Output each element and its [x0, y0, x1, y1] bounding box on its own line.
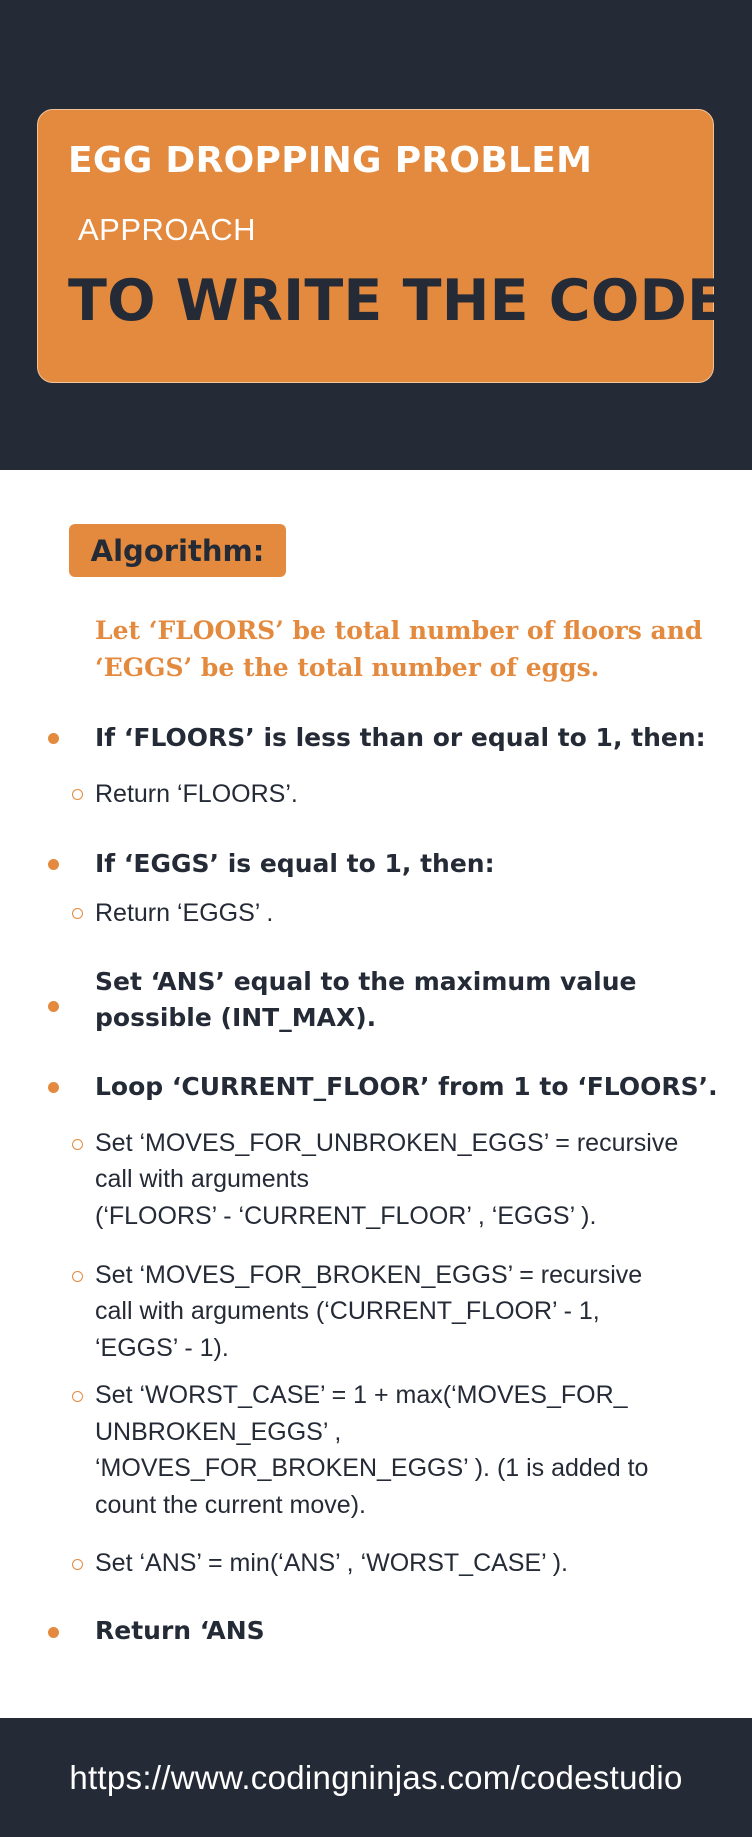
step-return-eggs: Return ‘EGGS’ .: [95, 899, 274, 927]
step-set-ans-line-2: possible (INT_MAX).: [95, 1003, 377, 1032]
sub-broken-line-1: Set ‘MOVES_FOR_BROKEN_EGGS’ = recursive: [95, 1261, 643, 1289]
step-set-ans-line-1: Set ‘ANS’ equal to the maximum value: [95, 967, 637, 996]
title-card: [37, 109, 727, 383]
sub-unbroken-line-1: Set ‘MOVES_FOR_UNBROKEN_EGGS’ = recursive: [95, 1129, 679, 1157]
sub-worst-line-1: Set ‘WORST_CASE’ = 1 + max(‘MOVES_FOR_: [95, 1381, 628, 1409]
bullet-icon: [48, 1082, 59, 1093]
header-banner: [0, 0, 752, 470]
title-line-1: EGG DROPPING PROBLEM: [68, 140, 593, 181]
circle-bullet-icon: [72, 1391, 83, 1402]
circle-bullet-icon: [72, 1559, 83, 1570]
title-line-3: TO WRITE THE CODE: [68, 268, 727, 334]
step-eggs-check: If ‘EGGS’ is equal to 1, then:: [95, 849, 495, 878]
step-return-ans: Return ‘ANS: [95, 1616, 265, 1645]
sub-unbroken-line-2: call with arguments: [95, 1165, 309, 1193]
circle-bullet-icon: [72, 908, 83, 919]
bullet-icon: [48, 859, 59, 870]
bullet-icon: [48, 1627, 59, 1638]
sub-set-ans-min: Set ‘ANS’ = min(‘ANS’ , ‘WORST_CASE’ ).: [95, 1549, 568, 1577]
circle-bullet-icon: [72, 1271, 83, 1282]
bullet-icon: [48, 733, 59, 744]
circle-bullet-icon: [72, 789, 83, 800]
step-return-floors: Return ‘FLOORS’.: [95, 780, 298, 808]
sub-worst-line-4: count the current move).: [95, 1491, 366, 1519]
sub-worst-line-2: UNBROKEN_EGGS’ ,: [95, 1418, 342, 1446]
sub-unbroken-line-3: (‘FLOORS’ - ‘CURRENT_FLOOR’ , ‘EGGS’ ).: [95, 1202, 597, 1230]
algorithm-badge: Algorithm:: [69, 524, 286, 577]
circle-bullet-icon: [72, 1139, 83, 1150]
sub-broken-line-3: ‘EGGS’ - 1).: [95, 1334, 229, 1362]
title-line-2: APPROACH: [78, 212, 256, 247]
intro-text: Let ‘FLOORS’ be total number of floors and ‘EGGS’ be the total number of eggs.: [95, 616, 703, 682]
sub-worst-line-3: ‘MOVES_FOR_BROKEN_EGGS’ ). (1 is added to: [95, 1454, 649, 1482]
step-floors-check: If ‘FLOORS’ is less than or equal to 1, then:: [95, 723, 706, 752]
step-loop: Loop ‘CURRENT_FLOOR’ from 1 to ‘FLOORS’.: [95, 1072, 718, 1101]
bullet-icon: [48, 1001, 59, 1012]
footer-url[interactable]: https://www.codingninjas.com/codestudio: [0, 1718, 752, 1837]
sub-broken-line-2: call with arguments (‘CURRENT_FLOOR’ - 1,: [95, 1297, 600, 1325]
